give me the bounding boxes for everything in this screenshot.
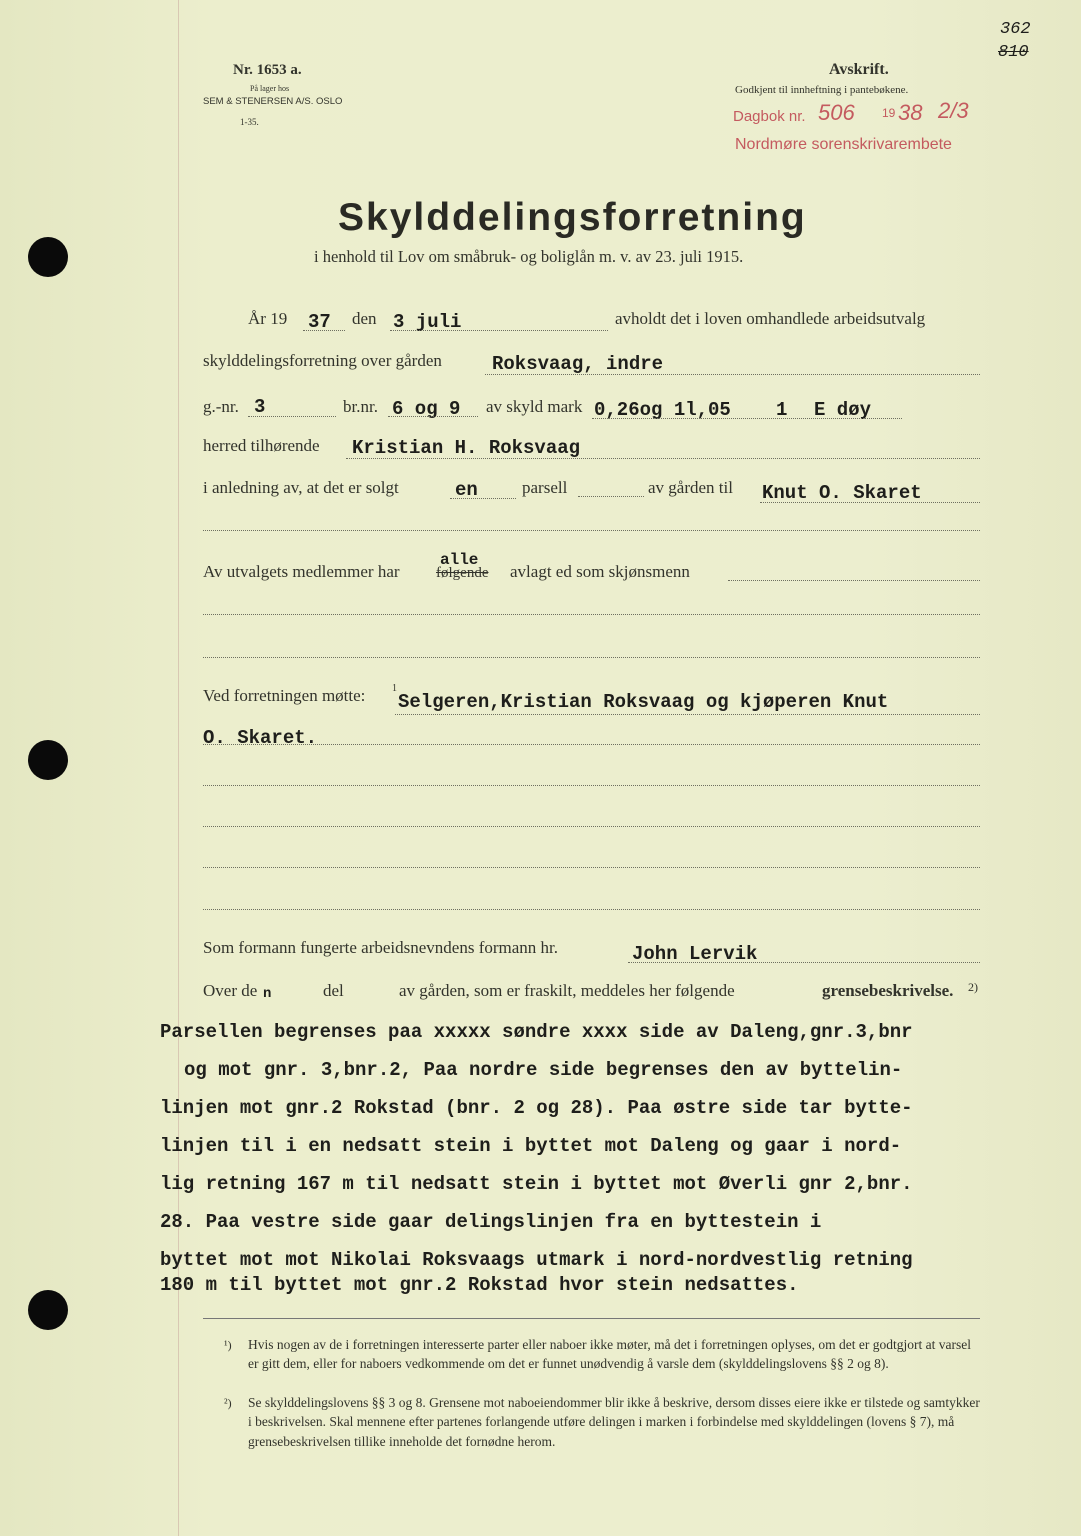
publisher-line-3: 1-35. xyxy=(240,117,259,127)
footnote-1-text: Hvis nogen av de i forretningen interesserte parter eller naboer ikke møter, må det i forretningen oplyses, om det er godtgjort at varsel er gitt dem, eller for naboers vedkommende om det er funnet unødvendig å varsle dem (skylddelingslovens §§ 2 og 8). xyxy=(248,1337,971,1372)
description-line: linjen til i en nedsatt stein i byttet mot Daleng og gaar i nord- xyxy=(160,1135,902,1157)
count-value: en xyxy=(455,479,478,501)
motte-line-2: O. Skaret. xyxy=(203,727,318,749)
skyld-value-2: 1 xyxy=(776,399,788,421)
motte-sup: 1 xyxy=(392,683,397,694)
medlemmer-label: Av utvalgets medlemmer har xyxy=(203,562,400,581)
del-label: del xyxy=(323,981,344,1000)
over-den-label: Over de xyxy=(203,981,258,1000)
year-value: 37 xyxy=(308,311,331,333)
buyer-value: Knut O. Skaret xyxy=(762,482,922,504)
page-number: 362 xyxy=(1000,20,1031,39)
margin-line xyxy=(178,0,179,1536)
publisher-line-2: SEM & STENERSEN A/S. OSLO xyxy=(203,96,343,107)
gnr-value: 3 xyxy=(254,396,266,418)
avlagt-label: avlagt ed som skjønsmenn xyxy=(510,562,690,581)
publisher-line-1: På lager hos xyxy=(250,84,290,93)
formann-value: John Lervik xyxy=(632,943,758,965)
description-line: byttet mot mot Nikolai Roksvaags utmark i nord-nordvestlig retning xyxy=(160,1249,913,1271)
owner-value: Kristian H. Roksvaag xyxy=(352,437,581,459)
document-subtitle: i henhold til Lov om småbruk- og boliglån m. v. av 23. juli 1915. xyxy=(314,247,744,266)
footnote-rule xyxy=(203,1318,980,1319)
stamp-year-prefix: 19 xyxy=(882,106,896,120)
parsell-label: parsell xyxy=(522,478,568,497)
stamp-dagbok-label: Dagbok nr. xyxy=(733,108,806,125)
avholdt-text: avholdt det i loven omhandlede arbeidsutvalg xyxy=(615,309,926,328)
medlemmer-value: alle xyxy=(440,551,479,569)
date-value: 3 juli xyxy=(393,311,462,333)
anledning-label: i anledning av, at det er solgt xyxy=(203,478,399,497)
stamp-year-value: 38 xyxy=(898,100,923,125)
fraskilt-label: av gården, som er fraskilt, meddeles her følgende xyxy=(399,981,735,1000)
description-line: linjen mot gnr.2 Rokstad (bnr. 2 og 28). Paa østre side tar bytte- xyxy=(160,1097,913,1119)
bnr-label: br.nr. xyxy=(343,397,378,416)
punch-hole-top xyxy=(28,237,68,277)
medlemmer-struck: følgende xyxy=(436,565,489,581)
description-line: Parsellen begrenses paa xxxxx søndre xxxx side av Daleng,gnr.3,bnr xyxy=(160,1021,913,1043)
document-title: Skylddelingsforretning xyxy=(338,196,807,239)
description-line: lig retning 167 m til nedsatt stein i byttet mot Øverli gnr 2,bnr. xyxy=(160,1173,913,1195)
farm-value: Roksvaag, indre xyxy=(492,353,664,375)
over-den-value: n xyxy=(263,986,272,1002)
over-garden-label: skylddelingsforretning over gården xyxy=(203,351,442,370)
grense-label: grensebeskrivelse. xyxy=(822,981,954,1000)
copy-label: Avskrift. xyxy=(829,61,889,78)
stamp-date-value: 2/3 xyxy=(938,98,969,123)
av-garden-label: av gården til xyxy=(648,478,733,497)
stamp-office: Nordmøre sorenskrivarembete xyxy=(735,136,952,153)
description-line: 180 m til byttet mot gnr.2 Rokstad hvor stein nedsattes. xyxy=(160,1274,799,1296)
punch-hole-middle xyxy=(28,740,68,780)
description-line: 28. Paa vestre side gaar delingslinjen fra en byttestein i xyxy=(160,1211,822,1233)
tilhorende-label: herred tilhørende xyxy=(203,436,320,455)
formann-label: Som formann fungerte arbeidsnevndens formann hr. xyxy=(203,938,559,957)
ar-label: År 19 xyxy=(248,309,288,328)
skyld-label: av skyld mark xyxy=(486,397,583,416)
page-number-old: 810 xyxy=(998,43,1029,62)
stamp-dagbok-value: 506 xyxy=(818,100,855,125)
herred-value: E døy xyxy=(814,399,872,421)
description-line: og mot gnr. 3,bnr.2, Paa nordre side begrenses den av byttelin- xyxy=(184,1059,903,1081)
grense-sup: 2) xyxy=(968,980,978,994)
footnote-1-marker: ¹) xyxy=(224,1338,232,1352)
punch-hole-bottom xyxy=(28,1290,68,1330)
skyld-value: 0,26og 1l,05 xyxy=(594,399,731,421)
den-label: den xyxy=(352,309,377,328)
footnote-2-marker: ²) xyxy=(224,1396,232,1410)
motte-line-1: Selgeren,Kristian Roksvaag og kjøperen Knut xyxy=(398,691,889,713)
approved-line: Godkjent til innheftning i pantebøkene. xyxy=(735,84,909,96)
bnr-value: 6 og 9 xyxy=(392,398,461,420)
form-number: Nr. 1653 a. xyxy=(233,62,302,78)
footnote-2-text: Se skylddelingslovens §§ 3 og 8. Grensene mot naboeiendommer blir ikke å beskrive, dersom disses eiere ikke er tilstede og samtykker i beskrivelsen. Skal mennene efter partenes forlangende utføre delingen i marken i forbindelse med skylddelingen (lovens § 7), må grensebeskrivelsen tillike inneholde det fornødne herom. xyxy=(248,1395,980,1449)
gnr-label: g.-nr. xyxy=(203,397,239,416)
motte-label: Ved forretningen møtte: xyxy=(203,686,366,705)
